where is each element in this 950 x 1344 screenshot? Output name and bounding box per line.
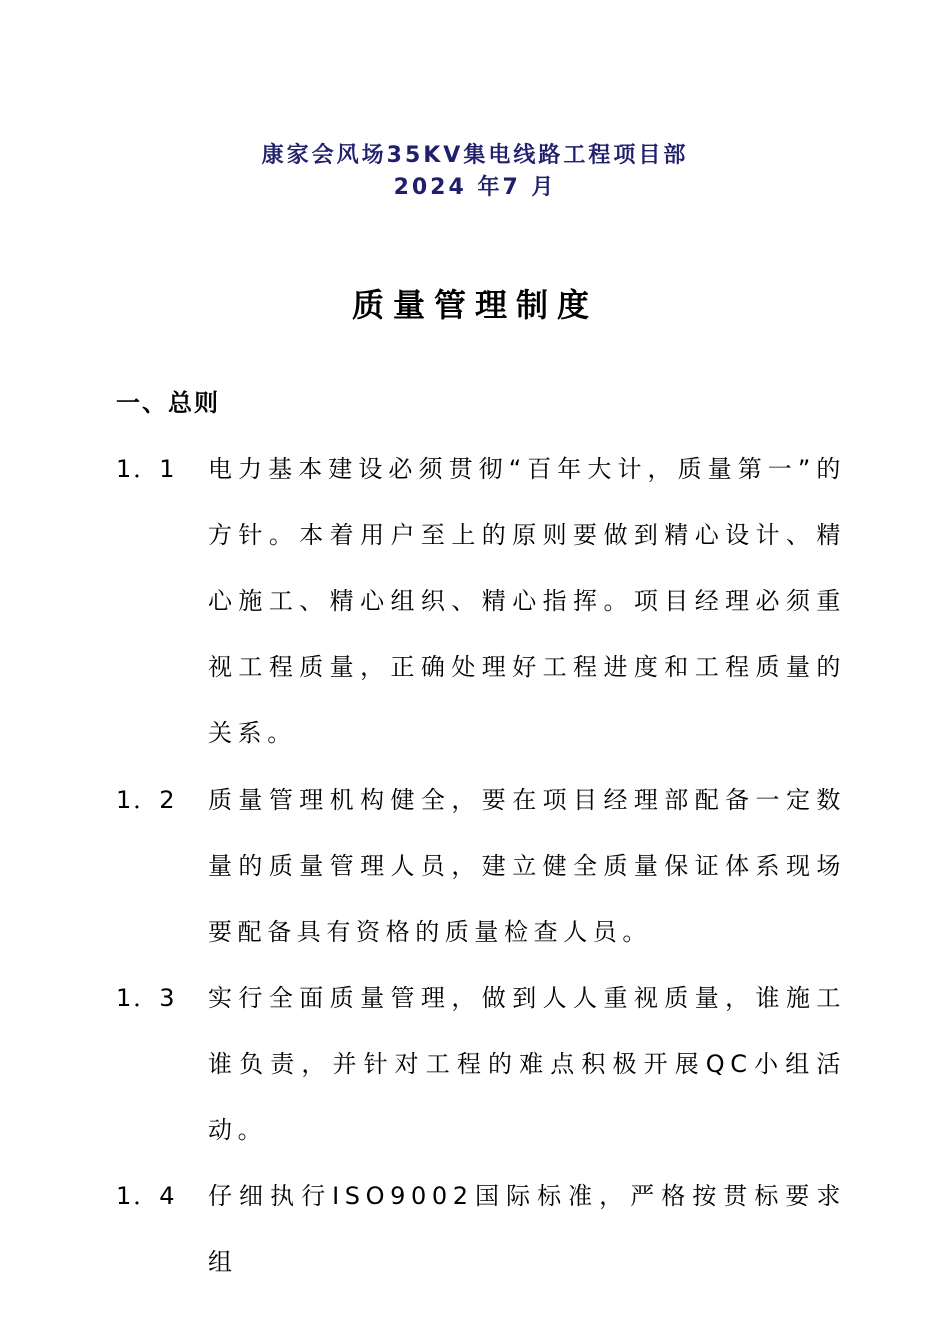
clause-number: 1．2 — [116, 786, 177, 814]
clause-number: 1．3 — [116, 984, 177, 1012]
clause-text: 质量管理机构健全，要在项目经理部配备一定数量的质量管理人员，建立健全质量保证体系现场要配备具有资格的质量检查人员。 — [208, 786, 846, 946]
project-header: 康家会风场35KV集电线路工程项目部 — [261, 143, 689, 168]
clause-text: 仔细执行ISO9002国际标准，严格按贯标要求组 — [208, 1182, 846, 1276]
header-date: 2024 年7 月 — [393, 175, 557, 200]
clause-text: 电力基本建设必须贯彻“百年大计，质量第一”的方针。本着用户至上的原则要做到精心设计、精心施工、精心组织、精心指挥。项目经理必须重视工程质量，正确处理好工程进度和工程质量的关系。 — [208, 455, 846, 747]
clause-text: 实行全面质量管理，做到人人重视质量，谁施工谁负责，并针对工程的难点积极开展QC小组活动。 — [208, 984, 846, 1144]
document-title: 质量管理制度 — [351, 286, 598, 324]
clause-number: 1．1 — [116, 455, 177, 483]
section-heading: 一、总则 — [116, 389, 220, 417]
clause-number: 1．4 — [116, 1182, 177, 1210]
